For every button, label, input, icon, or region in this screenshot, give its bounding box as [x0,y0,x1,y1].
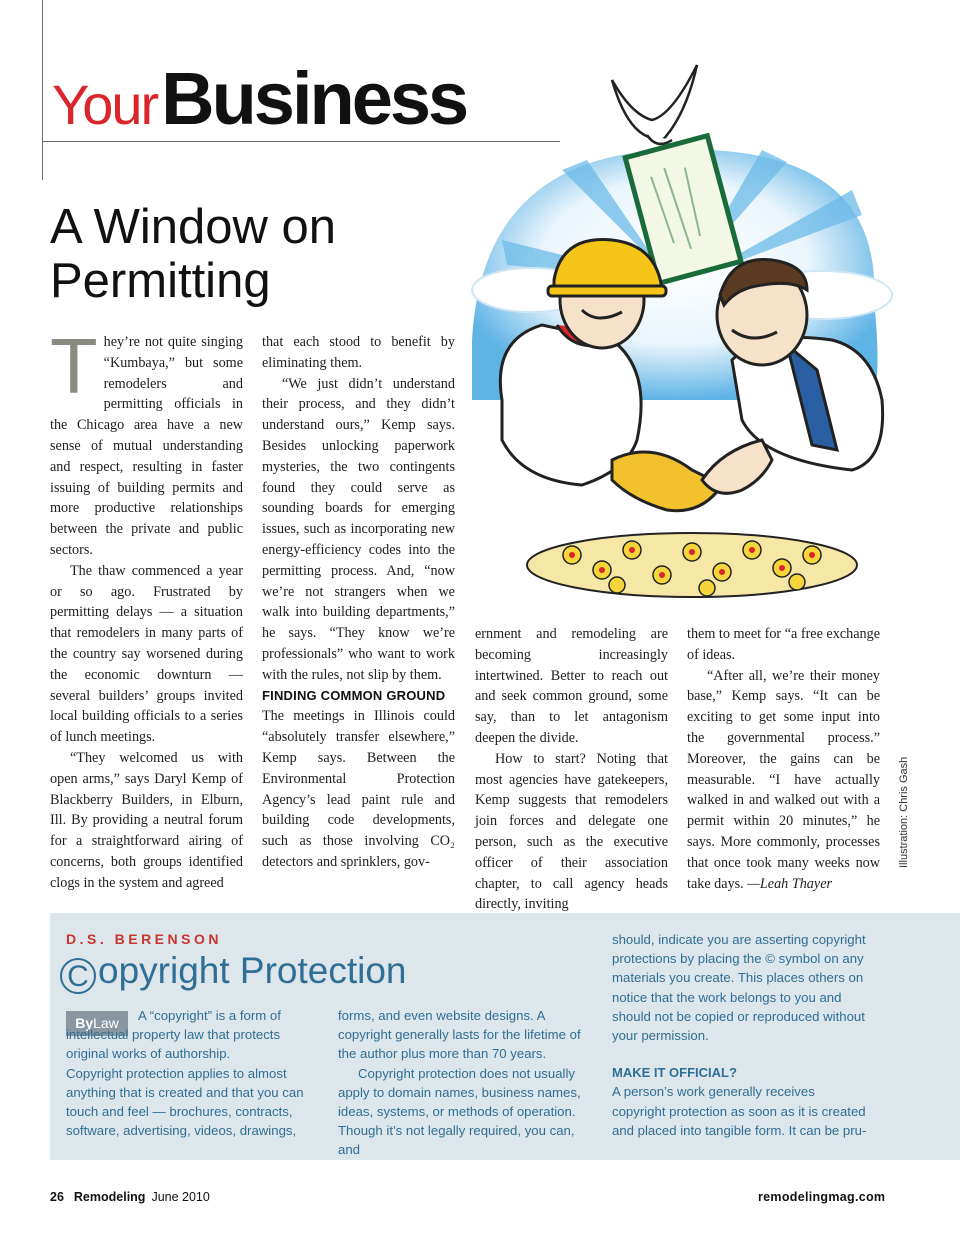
article-column-2 [262,332,455,873]
sidebar-paragraph: Copyright protection does not usually apply to domain names, business names, ideas, systems, or methods of operation. Though it’s not legally required, you can, and [338,1065,581,1158]
article-paragraph [687,666,880,895]
article-subhead: FINDING COMMON GROUND [262,687,446,703]
article-column-4 [687,624,880,894]
header-vertical-rule [42,0,43,180]
article-paragraph: that each stood to benefit by eliminating them. [262,334,455,371]
sidebar-column-1 [66,1006,320,1140]
article-paragraph [50,322,243,561]
sidebar-paragraph: forms, and even website designs. A copyright generally lasts for the lifetime of the author plus more than 70 years. [338,1008,581,1062]
paragraph-text: “After all, we’re their money base,” Kemp says. “It can be exciting to get some input into the governmental process.” Moreover, the gains can be measurable. “I have actually walked in and walked out with a permit within 20 minutes,” he says. More commonly, processes that once took many weeks now take days. [687,667,880,892]
sidebar-title-text: opyright Protection [98,950,407,991]
article-paragraph: How to start? Noting that most agencies have gatekeepers, Kemp suggests that remodelers join forces and delegate one person, such as the executive officer of their association chapter, to call agency heads directly, inviting [475,750,668,913]
article-paragraph: ernment and remodeling are becoming increasingly intertwined. Better to reach out and seek common ground, some say, than to let antagonism deepen the divide. [475,626,668,746]
handshake-icon [612,440,772,511]
sidebar-subhead: MAKE IT OFFICIAL? [612,1065,737,1081]
sidebar-column-2 [338,1006,594,1160]
handshake-illustration [462,40,960,620]
page-number: 26 [50,1190,64,1204]
badge-bold-text: By [75,1015,94,1031]
drop-cap: T [50,322,98,410]
sidebar-title [60,950,407,994]
footer-folio [50,1190,210,1204]
sidebar-paragraph: Copyright protection applies to almost anything that is created and that you can touch and feel — brochures, contracts, software, advertising, videos, drawings, [66,1065,304,1139]
article-paragraph: “We just didn’t understand their process, and they didn’t understand ours,” Kemp says. Besides unlocking paperwork mysteries, the two contingents found they could serve as sounding boards for emerging issues, such as incorporating new energy-efficiency codes into the permitting process. And, “now we’re not strangers when we walk into building departments,” he says. “They know we’re professionals” who want to work with the rules, not slip by them. [262,375,455,683]
article-paragraph: “They welcomed us with open arms,” says Daryl Kemp of Blackberry Builders, in Elburn, Ill. By providing a neutral forum for a straightforward airing of concerns, both groups identified clogs in the system and agreed [50,749,243,891]
article-paragraph: them to meet for “a free exchange of ideas. [687,626,880,663]
article-paragraph: The meetings in Illinois could “absolutely transfer elsewhere,” Kemp says. Between the Environmental Protection Agency’s lead paint rule and building code developments, such as those involving CO₂ detectors and sprinklers, gov- [262,708,455,870]
article-column-1 [50,322,243,894]
magazine-name: Remodeling [73,1190,146,1204]
sidebar-author: D.S. BERENSON [66,931,222,947]
badge-text: Law [93,1015,119,1031]
author-signoff: —Leah Thayer [747,875,833,892]
article-paragraph: The thaw commenced a year or so ago. Frustrated by permitting delays — a situation that remodelers in many parts of the country say worsened during the economic downturn — several builders’ groups invited local building officials to a series of lunch meetings. [50,562,243,746]
section-title-your: Your [52,73,158,136]
section-title-business: Business [161,57,467,140]
footer-website: remodelingmag.com [758,1190,886,1204]
sidebar-column-3 [612,930,868,1140]
dove-icon [612,65,697,144]
headline-line-1: A Window on [50,200,336,254]
sidebar-paragraph: should, indicate you are asserting copyright protections by placing the © symbol on any materials you create. This places others on notice that the work belongs to you and should not be copied or reproduced without your permission. [612,932,866,1044]
section-title [52,56,466,141]
article-column-3 [475,624,668,915]
sidebar-paragraph: A person’s work generally receives copyright protection as soon as it is created and placed into tangible form. It can be pru- [612,1084,867,1138]
headline-line-2: Permitting [50,254,271,308]
issue-date: June 2010 [151,1190,210,1204]
paragraph-text: hey’re not quite singing “Kumbaya,” but some remodelers and permitting officials in the Chicago area have a new sense of mutual understanding and respect, resulting in faster issuing of building permits and more productive relationships between the private and public sectors. [50,334,243,558]
sidebar-paragraph: A “copyright” is a form of intellectual property law that protects original works of authorship. [66,1008,281,1062]
illustration-credit: Illustration: Chris Gash [898,756,910,868]
article-headline [50,200,470,308]
copyright-icon: C [60,958,96,994]
flower-bed [527,533,857,597]
